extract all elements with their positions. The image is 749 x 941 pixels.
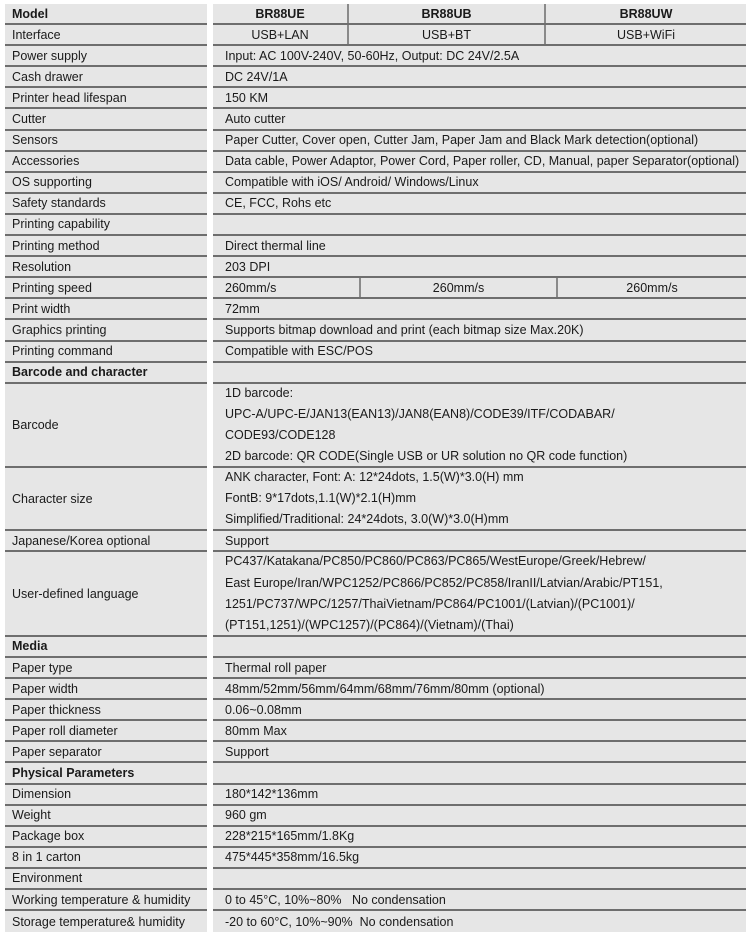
language-line: 1251/PC737/WPC/1257/ThaiVietnam/PC864/PC1001/(Latvian)/(PC1001)/ bbox=[225, 596, 635, 611]
physical-row bbox=[5, 869, 746, 890]
spec-label: Printer head lifespan bbox=[5, 88, 207, 109]
interface-br88ue: USB+LAN bbox=[213, 25, 349, 44]
barcode-line: UPC-A/UPC-E/JAN13(EAN13)/JAN8(EAN8)/CODE39/ITF/CODABAR/ bbox=[225, 406, 615, 421]
spec-value: 0 to 45°C, 10%~80% No condensation bbox=[213, 890, 746, 911]
spec-label: Safety standards bbox=[5, 194, 207, 215]
interface-label: Interface bbox=[5, 25, 207, 46]
section-media-row bbox=[5, 637, 746, 658]
media-row bbox=[5, 658, 746, 679]
spec-value: 150 KM bbox=[213, 88, 746, 109]
speed-br88ue: 260mm/s bbox=[213, 278, 361, 297]
language-line: East Europe/Iran/WPC1252/PC866/PC852/PC858/IranII/Latvian/Arabic/PT151, bbox=[225, 575, 663, 590]
spec-table bbox=[5, 4, 746, 932]
section-heading: Barcode and character bbox=[5, 363, 207, 384]
model-br88uw: BR88UW bbox=[546, 4, 746, 23]
section-heading: Media bbox=[5, 637, 207, 658]
model-br88ue: BR88UE bbox=[213, 4, 349, 23]
interface-row bbox=[5, 25, 746, 46]
spec-row bbox=[5, 194, 746, 215]
spec-label: Storage temperature& humidity bbox=[5, 911, 207, 932]
spec-label: Printing capability bbox=[5, 215, 207, 236]
model-br88ub: BR88UB bbox=[349, 4, 546, 23]
spec-row bbox=[5, 88, 746, 109]
spec-value: 960 gm bbox=[213, 806, 746, 827]
spec-value: 180*142*136mm bbox=[213, 785, 746, 806]
empty-value bbox=[213, 637, 746, 658]
spec-label: Environment bbox=[5, 869, 207, 890]
spec-value: Input: AC 100V-240V, 50-60Hz, Output: DC 24V/2.5A bbox=[213, 46, 746, 67]
spec-value bbox=[213, 869, 746, 890]
printing-speed-row bbox=[5, 278, 746, 299]
spec-value: 228*215*165mm/1.8Kg bbox=[213, 827, 746, 848]
spec-value: Data cable, Power Adaptor, Power Cord, Paper roller, CD, Manual, paper Separator(optional) bbox=[213, 152, 746, 173]
spec-label: Printing method bbox=[5, 236, 207, 257]
spec-label: Working temperature & humidity bbox=[5, 890, 207, 911]
barcode-line: 2D barcode: QR CODE(Single USB or UR solution no QR code function) bbox=[225, 448, 628, 463]
spec-label: Cutter bbox=[5, 109, 207, 130]
spec-label: Power supply bbox=[5, 46, 207, 67]
section-physical-row bbox=[5, 763, 746, 784]
japanese-row bbox=[5, 531, 746, 552]
spec-value: Thermal roll paper bbox=[213, 658, 746, 679]
character-size-row bbox=[5, 468, 746, 531]
media-row bbox=[5, 700, 746, 721]
user-language-row bbox=[5, 552, 746, 636]
spec-label: Paper type bbox=[5, 658, 207, 679]
spec-row bbox=[5, 173, 746, 194]
spec-label: Cash drawer bbox=[5, 67, 207, 88]
language-line: PC437/Katakana/PC850/PC860/PC863/PC865/WestEurope/Greek/Hebrew/ bbox=[225, 554, 646, 569]
spec-value: 0.06~0.08mm bbox=[213, 700, 746, 721]
interface-columns bbox=[213, 25, 746, 46]
spec-label: Printing command bbox=[5, 342, 207, 363]
character-size-line: Simplified/Traditional: 24*24dots, 3.0(W)*3.0(H)mm bbox=[225, 512, 509, 527]
physical-row bbox=[5, 785, 746, 806]
spec-label: Sensors bbox=[5, 131, 207, 152]
spec-value: Support bbox=[213, 742, 746, 763]
section-heading: Physical Parameters bbox=[5, 763, 207, 784]
japanese-value: Support bbox=[213, 531, 746, 552]
spec-row bbox=[5, 257, 746, 278]
character-size-line: ANK character, Font: A: 12*24dots, 1.5(W)*3.0(H) mm bbox=[225, 470, 524, 485]
spec-row bbox=[5, 236, 746, 257]
spec-row bbox=[5, 215, 746, 236]
spec-row bbox=[5, 109, 746, 130]
spec-label: Graphics printing bbox=[5, 320, 207, 341]
spec-value: 72mm bbox=[213, 299, 746, 320]
spec-value: 203 DPI bbox=[213, 257, 746, 278]
spec-value bbox=[213, 215, 746, 236]
spec-row bbox=[5, 46, 746, 67]
spec-value: DC 24V/1A bbox=[213, 67, 746, 88]
media-row bbox=[5, 679, 746, 700]
barcode-line: CODE93/CODE128 bbox=[225, 427, 336, 442]
spec-value: Compatible with ESC/POS bbox=[213, 342, 746, 363]
spec-value: Supports bitmap download and print (each bitmap size Max.20K) bbox=[213, 320, 746, 341]
media-row bbox=[5, 721, 746, 742]
spec-value: Direct thermal line bbox=[213, 236, 746, 257]
speed-br88ub: 260mm/s bbox=[361, 278, 558, 297]
physical-row bbox=[5, 911, 746, 932]
character-size-label: Character size bbox=[5, 468, 207, 531]
physical-row bbox=[5, 890, 746, 911]
spec-label: Paper separator bbox=[5, 742, 207, 763]
spec-row bbox=[5, 299, 746, 320]
spec-label: Print width bbox=[5, 299, 207, 320]
spec-row bbox=[5, 320, 746, 341]
spec-value: Auto cutter bbox=[213, 109, 746, 130]
spec-row bbox=[5, 152, 746, 173]
spec-value: Compatible with iOS/ Android/ Windows/Linux bbox=[213, 173, 746, 194]
barcode-value bbox=[213, 384, 746, 468]
user-language-value bbox=[213, 552, 746, 636]
interface-br88uw: USB+WiFi bbox=[546, 25, 746, 44]
spec-value: -20 to 60°C, 10%~90% No condensation bbox=[213, 911, 746, 932]
spec-label: Dimension bbox=[5, 785, 207, 806]
spec-row bbox=[5, 342, 746, 363]
physical-row bbox=[5, 827, 746, 848]
spec-label: Package box bbox=[5, 827, 207, 848]
spec-label: 8 in 1 carton bbox=[5, 848, 207, 869]
spec-label: Accessories bbox=[5, 152, 207, 173]
empty-value bbox=[213, 763, 746, 784]
spec-value: Paper Cutter, Cover open, Cutter Jam, Paper Jam and Black Mark detection(optional) bbox=[213, 131, 746, 152]
spec-label: Weight bbox=[5, 806, 207, 827]
spec-label: OS supporting bbox=[5, 173, 207, 194]
character-size-value bbox=[213, 468, 746, 531]
model-label: Model bbox=[5, 4, 207, 25]
barcode-row bbox=[5, 384, 746, 468]
media-row bbox=[5, 742, 746, 763]
spec-label: Paper width bbox=[5, 679, 207, 700]
spec-label: Paper roll diameter bbox=[5, 721, 207, 742]
spec-value: 475*445*358mm/16.5kg bbox=[213, 848, 746, 869]
barcode-line: 1D barcode: bbox=[225, 385, 294, 400]
model-columns bbox=[213, 4, 746, 25]
spec-row bbox=[5, 131, 746, 152]
spec-label: Resolution bbox=[5, 257, 207, 278]
spec-value: 80mm Max bbox=[213, 721, 746, 742]
physical-row bbox=[5, 848, 746, 869]
user-language-label: User-defined language bbox=[5, 552, 207, 636]
spec-label: Paper thickness bbox=[5, 700, 207, 721]
spec-value: CE, FCC, Rohs etc bbox=[213, 194, 746, 215]
printing-speed-label: Printing speed bbox=[5, 278, 207, 299]
empty-value bbox=[213, 363, 746, 384]
language-line: (PT151,1251)/(WPC1257)/(PC864)/(Vietnam)/(Thai) bbox=[225, 617, 514, 632]
character-size-line: FontB: 9*17dots,1.1(W)*2.1(H)mm bbox=[225, 491, 417, 506]
interface-br88ub: USB+BT bbox=[349, 25, 546, 44]
physical-row bbox=[5, 806, 746, 827]
speed-br88uw: 260mm/s bbox=[558, 278, 746, 297]
printing-speed-columns bbox=[213, 278, 746, 299]
japanese-label: Japanese/Korea optional bbox=[5, 531, 207, 552]
barcode-label: Barcode bbox=[5, 384, 207, 468]
spec-value: 48mm/52mm/56mm/64mm/68mm/76mm/80mm (optional) bbox=[213, 679, 746, 700]
header-row bbox=[5, 4, 746, 25]
spec-row bbox=[5, 67, 746, 88]
section-barcode-row bbox=[5, 363, 746, 384]
